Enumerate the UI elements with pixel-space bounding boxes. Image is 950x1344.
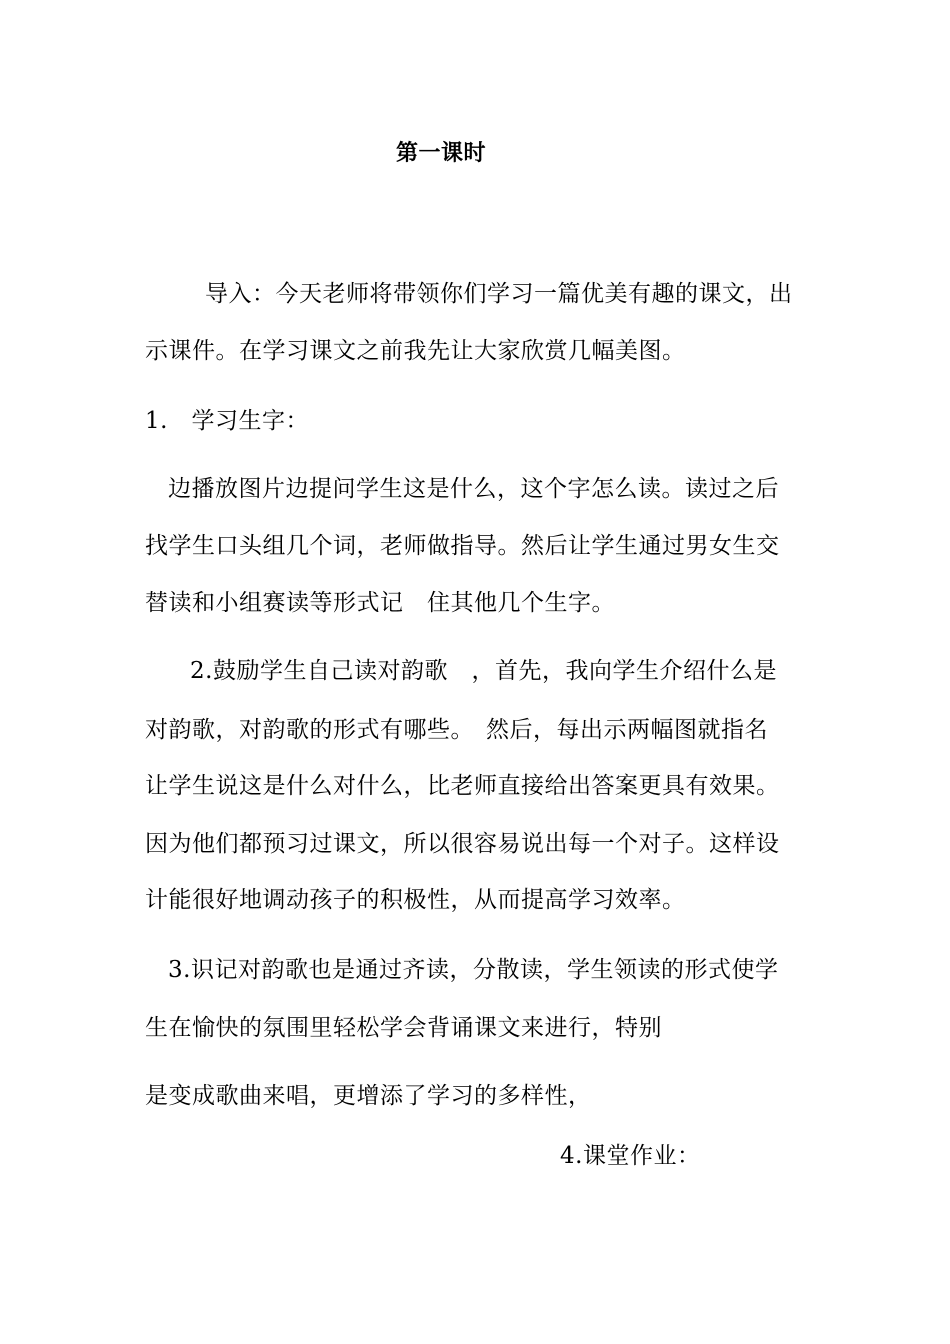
section-2-line-2: 对韵歌，对韵歌的形式有哪些。 然后，每出示两幅图就指名 bbox=[145, 717, 768, 743]
section-3-line-1: 3.识记对韵歌也是通过齐读，分散读，学生领读的形式使学 bbox=[168, 957, 779, 983]
section-1-heading: 1. 学习生字： bbox=[145, 408, 309, 434]
section-3-line-3: 是变成歌曲来唱，更增添了学习的多样性， bbox=[145, 1083, 592, 1109]
section-2-line-3: 让学生说这是什么对什么，比老师直接给出答案更具有效果。 bbox=[145, 773, 780, 799]
section-2-line-1: 2.鼓励学生自己读对韵歌 ，首先，我向学生介绍什么是 bbox=[190, 658, 777, 684]
section-1-line-1: 边播放图片边提问学生这是什么，这个字怎么读。读过之后 bbox=[168, 476, 779, 502]
section-2-line-5: 计能很好地调动孩子的积极性，从而提高学习效率。 bbox=[145, 887, 686, 913]
section-1-line-3: 替读和小组赛读等形式记 住其他几个生字。 bbox=[145, 590, 615, 616]
section-1-line-2: 找学生口头组几个词，老师做指导。然后让学生通过男女生交 bbox=[145, 533, 780, 559]
section-2-line-4: 因为他们都预习过课文，所以很容易说出每一个对子。这样设 bbox=[145, 831, 780, 857]
section-3-line-2: 生在愉快的氛围里轻松学会背诵课文来进行，特别 bbox=[145, 1015, 662, 1041]
intro-line-2: 示课件。在学习课文之前我先让大家欣赏几幅美图。 bbox=[145, 338, 686, 364]
page-title: 第一课时 bbox=[396, 140, 487, 166]
intro-line-1: 导入：今天老师将带领你们学习一篇优美有趣的课文，出 bbox=[205, 281, 793, 307]
section-4-heading: 4.课堂作业： bbox=[560, 1143, 701, 1169]
